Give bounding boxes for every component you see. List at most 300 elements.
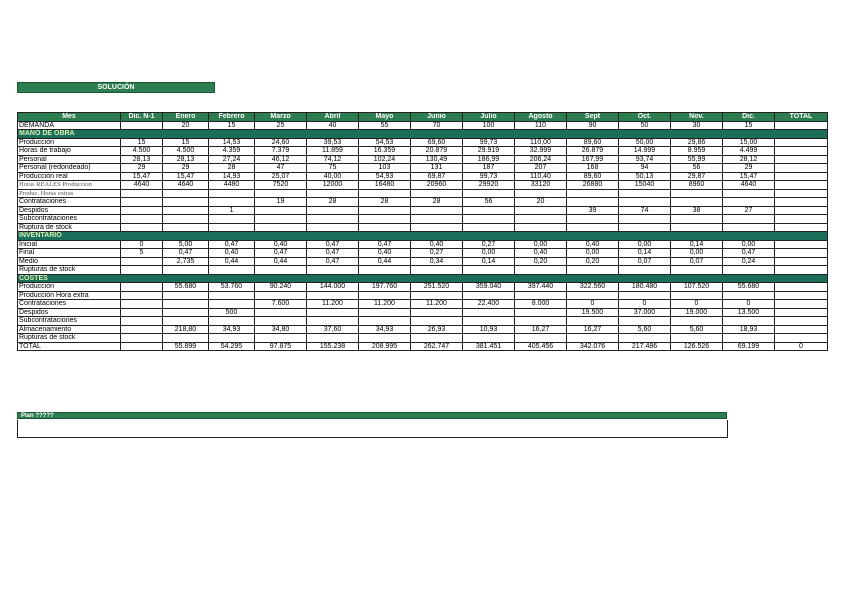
- data-cell[interactable]: 70: [411, 121, 463, 130]
- data-cell[interactable]: [307, 215, 359, 224]
- data-cell[interactable]: [671, 223, 723, 232]
- data-cell[interactable]: [209, 189, 255, 198]
- data-cell[interactable]: 54.295: [209, 342, 255, 351]
- data-cell[interactable]: [411, 308, 463, 317]
- data-cell[interactable]: [619, 291, 671, 300]
- data-cell[interactable]: [163, 334, 209, 343]
- data-cell[interactable]: 0,07: [619, 257, 671, 266]
- data-cell[interactable]: 0: [775, 342, 828, 351]
- data-cell[interactable]: 4.359: [209, 147, 255, 156]
- data-cell[interactable]: [671, 291, 723, 300]
- data-cell[interactable]: 130,49: [411, 155, 463, 164]
- data-cell[interactable]: 54,93: [359, 172, 411, 181]
- data-cell[interactable]: 33120: [515, 181, 567, 190]
- data-cell[interactable]: 0,27: [411, 249, 463, 258]
- data-cell[interactable]: 0,47: [255, 249, 307, 258]
- data-cell[interactable]: [209, 223, 255, 232]
- data-cell[interactable]: 12000: [307, 181, 359, 190]
- data-cell[interactable]: [307, 206, 359, 215]
- data-cell[interactable]: 28: [307, 198, 359, 207]
- data-cell[interactable]: 89,60: [567, 172, 619, 181]
- data-cell[interactable]: [121, 342, 163, 351]
- data-cell[interactable]: 4640: [121, 181, 163, 190]
- data-cell[interactable]: 28,12: [723, 155, 775, 164]
- data-cell[interactable]: 126.526: [671, 342, 723, 351]
- data-cell[interactable]: 180.480: [619, 283, 671, 292]
- data-cell[interactable]: [121, 223, 163, 232]
- data-cell[interactable]: [775, 317, 828, 326]
- data-cell[interactable]: 47: [255, 164, 307, 173]
- data-cell[interactable]: 29.919: [463, 147, 515, 156]
- data-cell[interactable]: [121, 198, 163, 207]
- data-cell[interactable]: [359, 334, 411, 343]
- data-cell[interactable]: 0,40: [567, 240, 619, 249]
- data-cell[interactable]: [411, 291, 463, 300]
- data-cell[interactable]: 11.200: [411, 300, 463, 309]
- data-cell[interactable]: 54,53: [359, 138, 411, 147]
- data-cell[interactable]: 7.600: [255, 300, 307, 309]
- data-cell[interactable]: [121, 121, 163, 130]
- data-cell[interactable]: 37,60: [307, 325, 359, 334]
- data-cell[interactable]: [163, 291, 209, 300]
- data-cell[interactable]: 20.879: [411, 147, 463, 156]
- data-cell[interactable]: 26.879: [567, 147, 619, 156]
- data-cell[interactable]: 28: [359, 198, 411, 207]
- data-cell[interactable]: 0,20: [515, 257, 567, 266]
- data-cell[interactable]: 0,00: [463, 249, 515, 258]
- data-cell[interactable]: [515, 215, 567, 224]
- data-cell[interactable]: 11.859: [307, 147, 359, 156]
- data-cell[interactable]: [567, 198, 619, 207]
- data-cell[interactable]: 5,60: [619, 325, 671, 334]
- data-cell[interactable]: 56: [671, 164, 723, 173]
- data-cell[interactable]: 69.199: [723, 342, 775, 351]
- data-cell[interactable]: [359, 317, 411, 326]
- data-cell[interactable]: 34,93: [209, 325, 255, 334]
- data-cell[interactable]: [671, 215, 723, 224]
- data-cell[interactable]: 168: [567, 164, 619, 173]
- data-cell[interactable]: 39: [567, 206, 619, 215]
- data-cell[interactable]: 40,00: [307, 172, 359, 181]
- data-cell[interactable]: 14,53: [209, 138, 255, 147]
- data-cell[interactable]: [121, 308, 163, 317]
- data-cell[interactable]: 16.359: [359, 147, 411, 156]
- data-cell[interactable]: [307, 266, 359, 275]
- data-cell[interactable]: [463, 308, 515, 317]
- data-cell[interactable]: 74: [619, 206, 671, 215]
- data-cell[interactable]: 34,80: [255, 325, 307, 334]
- data-cell[interactable]: [463, 334, 515, 343]
- data-cell[interactable]: [163, 206, 209, 215]
- data-cell[interactable]: [775, 308, 828, 317]
- data-cell[interactable]: [163, 215, 209, 224]
- data-cell[interactable]: [307, 334, 359, 343]
- data-cell[interactable]: [121, 206, 163, 215]
- data-cell[interactable]: [775, 257, 828, 266]
- data-cell[interactable]: [619, 317, 671, 326]
- data-cell[interactable]: 0,47: [307, 240, 359, 249]
- data-cell[interactable]: [515, 206, 567, 215]
- data-cell[interactable]: 207: [515, 164, 567, 173]
- data-cell[interactable]: 208.995: [359, 342, 411, 351]
- data-cell[interactable]: [307, 291, 359, 300]
- data-cell[interactable]: [121, 189, 163, 198]
- data-cell[interactable]: [775, 300, 828, 309]
- data-cell[interactable]: [775, 249, 828, 258]
- data-cell[interactable]: 39,53: [307, 138, 359, 147]
- data-cell[interactable]: 28,13: [121, 155, 163, 164]
- data-cell[interactable]: 20: [515, 198, 567, 207]
- data-cell[interactable]: 7520: [255, 181, 307, 190]
- data-cell[interactable]: [775, 164, 828, 173]
- data-cell[interactable]: [567, 223, 619, 232]
- data-cell[interactable]: 55,99: [671, 155, 723, 164]
- data-cell[interactable]: 155.238: [307, 342, 359, 351]
- data-cell[interactable]: [121, 300, 163, 309]
- data-cell[interactable]: [671, 334, 723, 343]
- data-cell[interactable]: 75: [307, 164, 359, 173]
- data-cell[interactable]: 25: [255, 121, 307, 130]
- data-cell[interactable]: 4.500: [163, 147, 209, 156]
- data-cell[interactable]: 74,12: [307, 155, 359, 164]
- data-cell[interactable]: 0,44: [255, 257, 307, 266]
- data-cell[interactable]: [121, 317, 163, 326]
- data-cell[interactable]: [411, 206, 463, 215]
- data-cell[interactable]: 15: [163, 138, 209, 147]
- data-cell[interactable]: 0,00: [671, 249, 723, 258]
- data-cell[interactable]: 99,73: [463, 172, 515, 181]
- data-cell[interactable]: 50: [619, 121, 671, 130]
- data-cell[interactable]: 19: [255, 198, 307, 207]
- data-cell[interactable]: 5,60: [671, 325, 723, 334]
- data-cell[interactable]: [619, 334, 671, 343]
- data-cell[interactable]: 14,93: [209, 172, 255, 181]
- data-cell[interactable]: 26,93: [411, 325, 463, 334]
- data-cell[interactable]: 0,47: [209, 240, 255, 249]
- data-cell[interactable]: 1: [209, 206, 255, 215]
- data-cell[interactable]: 206,24: [515, 155, 567, 164]
- data-cell[interactable]: 110: [515, 121, 567, 130]
- data-cell[interactable]: 19.500: [567, 308, 619, 317]
- data-cell[interactable]: 28,13: [163, 155, 209, 164]
- data-cell[interactable]: [671, 189, 723, 198]
- data-cell[interactable]: 0: [671, 300, 723, 309]
- data-cell[interactable]: 5,00: [163, 240, 209, 249]
- data-cell[interactable]: [463, 317, 515, 326]
- data-cell[interactable]: [359, 223, 411, 232]
- data-cell[interactable]: 93,74: [619, 155, 671, 164]
- data-cell[interactable]: [163, 189, 209, 198]
- data-cell[interactable]: 500: [209, 308, 255, 317]
- data-cell[interactable]: 20960: [411, 181, 463, 190]
- data-cell[interactable]: [723, 266, 775, 275]
- data-cell[interactable]: [209, 317, 255, 326]
- data-cell[interactable]: 0,00: [619, 240, 671, 249]
- data-cell[interactable]: [411, 189, 463, 198]
- data-cell[interactable]: [463, 291, 515, 300]
- data-cell[interactable]: 251.520: [411, 283, 463, 292]
- data-cell[interactable]: 0,40: [359, 249, 411, 258]
- data-cell[interactable]: [163, 317, 209, 326]
- data-cell[interactable]: [255, 308, 307, 317]
- data-cell[interactable]: [515, 223, 567, 232]
- data-cell[interactable]: 0,24: [723, 257, 775, 266]
- data-cell[interactable]: [775, 206, 828, 215]
- data-cell[interactable]: [515, 266, 567, 275]
- data-cell[interactable]: [411, 223, 463, 232]
- data-cell[interactable]: [255, 189, 307, 198]
- data-cell[interactable]: [163, 266, 209, 275]
- data-cell[interactable]: 218,80: [163, 325, 209, 334]
- data-cell[interactable]: 29,87: [671, 172, 723, 181]
- data-cell[interactable]: [619, 266, 671, 275]
- data-cell[interactable]: [359, 206, 411, 215]
- data-cell[interactable]: 15040: [619, 181, 671, 190]
- data-cell[interactable]: 19.000: [671, 308, 723, 317]
- data-cell[interactable]: 10,93: [463, 325, 515, 334]
- data-cell[interactable]: 16,27: [515, 325, 567, 334]
- data-cell[interactable]: 0,14: [463, 257, 515, 266]
- data-cell[interactable]: [619, 198, 671, 207]
- data-cell[interactable]: 27: [723, 206, 775, 215]
- data-cell[interactable]: 22.400: [463, 300, 515, 309]
- data-cell[interactable]: 40: [307, 121, 359, 130]
- data-cell[interactable]: [121, 291, 163, 300]
- data-cell[interactable]: [121, 325, 163, 334]
- data-cell[interactable]: [255, 334, 307, 343]
- data-cell[interactable]: [723, 223, 775, 232]
- data-cell[interactable]: 28: [411, 198, 463, 207]
- data-cell[interactable]: [723, 317, 775, 326]
- data-cell[interactable]: 186,99: [463, 155, 515, 164]
- data-cell[interactable]: [515, 334, 567, 343]
- data-cell[interactable]: 0,47: [163, 249, 209, 258]
- data-cell[interactable]: 11.200: [307, 300, 359, 309]
- data-cell[interactable]: [567, 334, 619, 343]
- data-cell[interactable]: 0,20: [567, 257, 619, 266]
- data-cell[interactable]: 29: [723, 164, 775, 173]
- data-cell[interactable]: 342.076: [567, 342, 619, 351]
- data-cell[interactable]: [255, 215, 307, 224]
- data-cell[interactable]: 56: [463, 198, 515, 207]
- data-cell[interactable]: 15,47: [163, 172, 209, 181]
- data-cell[interactable]: [723, 334, 775, 343]
- data-cell[interactable]: 34,93: [359, 325, 411, 334]
- data-cell[interactable]: [775, 266, 828, 275]
- data-cell[interactable]: [515, 189, 567, 198]
- data-cell[interactable]: 18,93: [723, 325, 775, 334]
- data-cell[interactable]: 0,14: [671, 240, 723, 249]
- data-cell[interactable]: [567, 291, 619, 300]
- data-cell[interactable]: 405.456: [515, 342, 567, 351]
- data-cell[interactable]: [121, 257, 163, 266]
- data-cell[interactable]: 69,60: [411, 138, 463, 147]
- data-cell[interactable]: 0,40: [411, 240, 463, 249]
- data-cell[interactable]: [775, 283, 828, 292]
- data-cell[interactable]: 110,40: [515, 172, 567, 181]
- data-cell[interactable]: 15: [723, 121, 775, 130]
- data-cell[interactable]: 28: [209, 164, 255, 173]
- data-cell[interactable]: [255, 266, 307, 275]
- data-cell[interactable]: 0,47: [359, 240, 411, 249]
- data-cell[interactable]: 24,60: [255, 138, 307, 147]
- data-cell[interactable]: 0: [619, 300, 671, 309]
- data-cell[interactable]: [723, 198, 775, 207]
- data-cell[interactable]: [255, 317, 307, 326]
- data-cell[interactable]: [619, 215, 671, 224]
- data-cell[interactable]: [209, 334, 255, 343]
- data-cell[interactable]: [671, 317, 723, 326]
- data-cell[interactable]: 50,13: [619, 172, 671, 181]
- data-cell[interactable]: 29: [121, 164, 163, 173]
- data-cell[interactable]: [163, 308, 209, 317]
- data-cell[interactable]: 322.560: [567, 283, 619, 292]
- data-cell[interactable]: [307, 223, 359, 232]
- data-cell[interactable]: 26880: [567, 181, 619, 190]
- data-cell[interactable]: [775, 155, 828, 164]
- data-cell[interactable]: 381.451: [463, 342, 515, 351]
- data-cell[interactable]: [463, 206, 515, 215]
- data-cell[interactable]: 25,07: [255, 172, 307, 181]
- data-cell[interactable]: 8.959: [671, 147, 723, 156]
- data-cell[interactable]: [775, 215, 828, 224]
- data-cell[interactable]: [359, 189, 411, 198]
- data-cell[interactable]: 99,73: [463, 138, 515, 147]
- data-cell[interactable]: 29: [163, 164, 209, 173]
- data-cell[interactable]: 110,00: [515, 138, 567, 147]
- data-cell[interactable]: 359.040: [463, 283, 515, 292]
- data-cell[interactable]: 4.500: [121, 147, 163, 156]
- data-cell[interactable]: [515, 291, 567, 300]
- data-cell[interactable]: [121, 334, 163, 343]
- data-cell[interactable]: [359, 308, 411, 317]
- data-cell[interactable]: 15: [209, 121, 255, 130]
- data-cell[interactable]: [255, 223, 307, 232]
- data-cell[interactable]: 32.999: [515, 147, 567, 156]
- data-cell[interactable]: [163, 198, 209, 207]
- data-cell[interactable]: 89,60: [567, 138, 619, 147]
- data-cell[interactable]: [307, 317, 359, 326]
- data-cell[interactable]: [619, 189, 671, 198]
- data-cell[interactable]: 13.500: [723, 308, 775, 317]
- data-cell[interactable]: 14.999: [619, 147, 671, 156]
- data-cell[interactable]: 55.899: [163, 342, 209, 351]
- data-cell[interactable]: [775, 189, 828, 198]
- data-cell[interactable]: [515, 308, 567, 317]
- data-cell[interactable]: [121, 283, 163, 292]
- data-cell[interactable]: [567, 266, 619, 275]
- data-cell[interactable]: 0: [567, 300, 619, 309]
- data-cell[interactable]: [775, 121, 828, 130]
- data-cell[interactable]: 94: [619, 164, 671, 173]
- data-cell[interactable]: 0,47: [723, 249, 775, 258]
- data-cell[interactable]: 46,12: [255, 155, 307, 164]
- data-cell[interactable]: 131: [411, 164, 463, 173]
- data-cell[interactable]: 55.680: [723, 283, 775, 292]
- data-cell[interactable]: [255, 291, 307, 300]
- data-cell[interactable]: [307, 189, 359, 198]
- data-cell[interactable]: [209, 198, 255, 207]
- data-cell[interactable]: [775, 325, 828, 334]
- data-cell[interactable]: [359, 291, 411, 300]
- data-cell[interactable]: 7.379: [255, 147, 307, 156]
- data-cell[interactable]: 197.760: [359, 283, 411, 292]
- data-cell[interactable]: 90.240: [255, 283, 307, 292]
- data-cell[interactable]: 38: [671, 206, 723, 215]
- data-cell[interactable]: 15,47: [121, 172, 163, 181]
- data-cell[interactable]: 0,27: [463, 240, 515, 249]
- data-cell[interactable]: 0,47: [307, 257, 359, 266]
- data-cell[interactable]: [463, 266, 515, 275]
- data-cell[interactable]: 0,44: [209, 257, 255, 266]
- data-cell[interactable]: [775, 291, 828, 300]
- data-cell[interactable]: [723, 215, 775, 224]
- data-cell[interactable]: 217.486: [619, 342, 671, 351]
- data-cell[interactable]: 0,40: [209, 249, 255, 258]
- data-cell[interactable]: [775, 138, 828, 147]
- data-cell[interactable]: 103: [359, 164, 411, 173]
- data-cell[interactable]: 4640: [163, 181, 209, 190]
- data-cell[interactable]: 100: [463, 121, 515, 130]
- data-cell[interactable]: 20: [163, 121, 209, 130]
- data-cell[interactable]: 15,47: [723, 172, 775, 181]
- data-cell[interactable]: [411, 334, 463, 343]
- data-cell[interactable]: 8960: [671, 181, 723, 190]
- data-cell[interactable]: [163, 300, 209, 309]
- data-cell[interactable]: 16,27: [567, 325, 619, 334]
- data-cell[interactable]: 5: [121, 249, 163, 258]
- data-cell[interactable]: [411, 266, 463, 275]
- data-cell[interactable]: [209, 291, 255, 300]
- data-cell[interactable]: [619, 223, 671, 232]
- data-cell[interactable]: 53.760: [209, 283, 255, 292]
- data-cell[interactable]: 97.875: [255, 342, 307, 351]
- data-cell[interactable]: [359, 215, 411, 224]
- data-cell[interactable]: [463, 223, 515, 232]
- data-cell[interactable]: [775, 334, 828, 343]
- data-cell[interactable]: [775, 147, 828, 156]
- data-cell[interactable]: 102,24: [359, 155, 411, 164]
- data-cell[interactable]: 15,00: [723, 138, 775, 147]
- data-cell[interactable]: [307, 308, 359, 317]
- data-cell[interactable]: [255, 206, 307, 215]
- data-cell[interactable]: 0: [723, 300, 775, 309]
- data-cell[interactable]: [121, 215, 163, 224]
- data-cell[interactable]: 167,99: [567, 155, 619, 164]
- data-cell[interactable]: 0,14: [619, 249, 671, 258]
- data-cell[interactable]: [775, 198, 828, 207]
- data-cell[interactable]: 29,86: [671, 138, 723, 147]
- data-cell[interactable]: [163, 223, 209, 232]
- data-cell[interactable]: 0,40: [255, 240, 307, 249]
- data-cell[interactable]: 0,07: [671, 257, 723, 266]
- data-cell[interactable]: 397.440: [515, 283, 567, 292]
- data-cell[interactable]: 4640: [723, 181, 775, 190]
- data-cell[interactable]: 0: [121, 240, 163, 249]
- data-cell[interactable]: 4480: [209, 181, 255, 190]
- data-cell[interactable]: 0,34: [411, 257, 463, 266]
- data-cell[interactable]: 16480: [359, 181, 411, 190]
- data-cell[interactable]: 107.520: [671, 283, 723, 292]
- plan-text-area[interactable]: [17, 420, 728, 438]
- data-cell[interactable]: 144.000: [307, 283, 359, 292]
- data-cell[interactable]: [411, 317, 463, 326]
- data-cell[interactable]: 4.499: [723, 147, 775, 156]
- data-cell[interactable]: [411, 215, 463, 224]
- data-cell[interactable]: [775, 172, 828, 181]
- data-cell[interactable]: [463, 215, 515, 224]
- data-cell[interactable]: [567, 317, 619, 326]
